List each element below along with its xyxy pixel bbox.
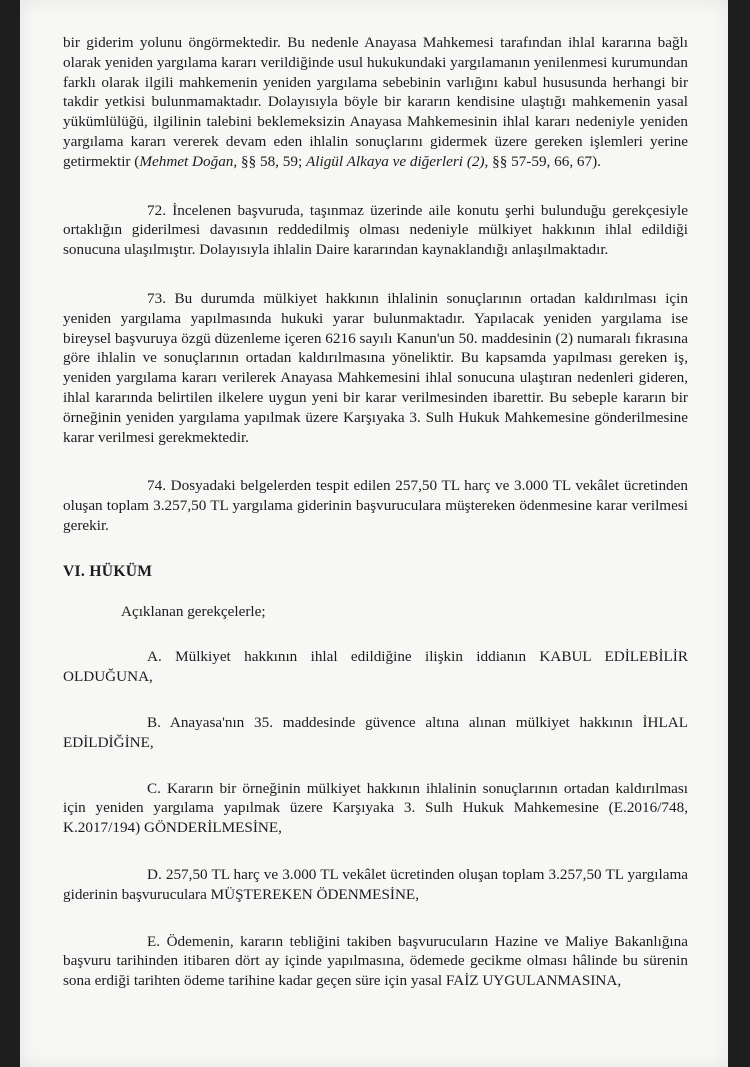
ruling-item-d: D. 257,50 TL harç ve 3.000 TL vekâlet ücretinden oluşan toplam 3.257,50 TL yargılama giderinin başvuruculara MÜŞTEREKEN ÖDENMESİNE, (63, 865, 688, 903)
document-page (20, 0, 728, 1067)
citation-end: , §§ 57-59, 66, 67). (484, 152, 601, 170)
paragraph-71-text: bir giderim yolunu öngörmektedir. Bu nedenle Anayasa Mahkemesi tarafından ihlal kararına bağlı olarak yeniden yargılama kararı verildiğinde usul hukukundaki yargılamanın yenilenmesi kurumundan farklı olarak ilgili mahkemenin yeniden yargılama sebebinin varlığını kabul hususunda herhangi bir takdir yetkisi bulunmamaktadır. Dolayısıyla böyle bir kararın kendisine ulaştığı mahkemenin yasal yükümlülüğü, ilgilinin talebini beklemeksizin Anayasa Mahkemesinin ihlal kararı nedeniyle yeniden yargılama kararı vererek devam eden ihlalin sonuçlarını gidermek üzere gereken işlemleri yerine getirmektir ( (63, 34, 688, 170)
paragraph-73: 73. Bu durumda mülkiyet hakkının ihlalinin sonuçlarının ortadan kaldırılması için yeniden yargılama yapılmasında hukuki yarar bulunmaktadır. Yapılacak yeniden yargılama ise bireysel başvuruya özgü düzenleme içeren 6216 sayılı Kanun'un 50. maddesinin (2) numaralı fıkrasına göre ihlalin ve sonuçlarının ortadan kaldırılmasına yöneliktir. Bu kapsamda yapılması gereken iş, yeniden yargılama kararı verilerek Anayasa Mahkemesini ihlal sonucuna ulaştıran nedenleri gideren, ihlal kararında belirtilen ilkelere uygun yeni bir karar verilmesinden ibarettir. Bu sebeple kararın bir örneğinin yeniden yargılama yapılmak üzere Karşıyaka 3. Sulh Hukuk Mahkemesine gönderilmesine karar verilmesi gerekmektedir. (63, 289, 688, 446)
ruling-intro: Açıklanan gerekçelerle; (121, 602, 266, 620)
paragraph-72: 72. İncelenen başvuruda, taşınmaz üzerinde aile konutu şerhi bulunduğu gerekçesiyle ortaklığın giderilmesi davasının reddedilmiş olması nedeniyle mülkiyet hakkının ihlal edildiği sonucuna ulaşılmıştır. Dolayısıyla ihlalin Daire kararından kaynaklandığı anlaşılmaktadır. (63, 201, 688, 259)
ruling-item-b: B. Anayasa'nın 35. maddesinde güvence altına alınan mülkiyet hakkının İHLAL EDİLDİĞİNE, (63, 713, 688, 751)
ruling-item-e: E. Ödemenin, kararın tebliğini takiben başvurucuların Hazine ve Maliye Bakanlığına başvuru tarihinden itibaren dört ay içinde yapılmasına, ödemede gecikme olması hâlinde bu sürenin sona erdiği tarihten ödeme tarihine kadar geçen süre için yasal FAİZ UYGULANMASINA, (63, 932, 688, 990)
citation-mehmet-dogan: Mehmet Doğan (139, 152, 234, 170)
ruling-item-c: C. Kararın bir örneğinin mülkiyet hakkının ihlalinin sonuçlarının ortadan kaldırılması için yeniden yargılama yapılmak üzere Karşıyaka 3. Sulh Hukuk Mahkemesine (E.2016/748, K.2017/194) GÖNDERİLMESİNE, (63, 779, 688, 837)
ruling-item-a: A. Mülkiyet hakkının ihlal edildiğine ilişkin iddianın KABUL EDİLEBİLİR OLDUĞUNA, (63, 648, 688, 686)
paragraph-74: 74. Dosyadaki belgelerden tespit edilen 257,50 TL harç ve 3.000 TL vekâlet ücretinden oluşan toplam 3.257,50 TL yargılama giderinin başvuruculara müştereken ödenmesine karar verilmesi gerekir. (63, 477, 688, 534)
section-heading-hukum: VI. HÜKÜM (63, 562, 153, 580)
citation-separator: , §§ 58, 59; (233, 152, 306, 170)
paragraph-71-continued (63, 33, 688, 172)
document-body (63, 33, 688, 991)
citation-aligul-alkaya: Aligül Alkaya ve diğerleri (2) (305, 152, 485, 170)
